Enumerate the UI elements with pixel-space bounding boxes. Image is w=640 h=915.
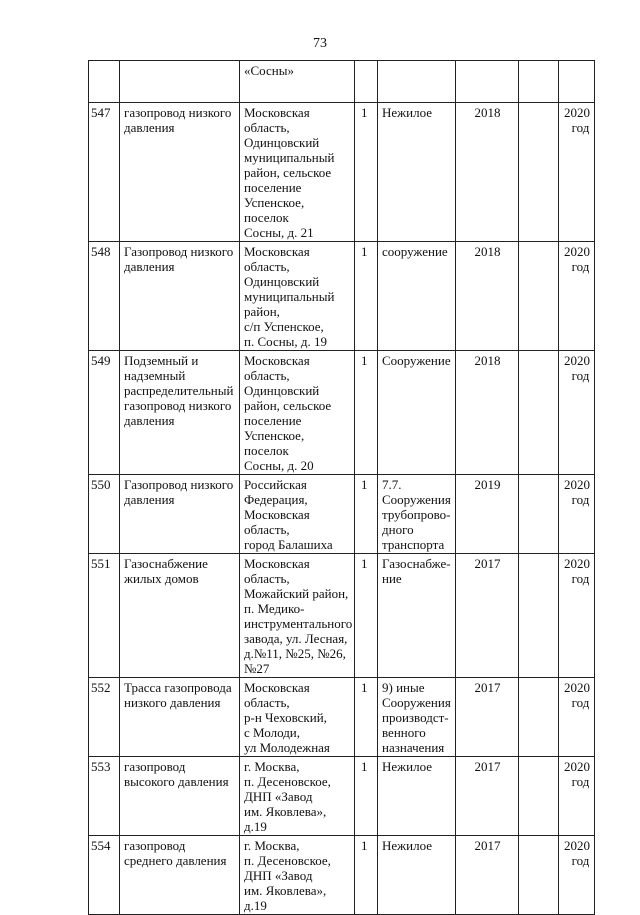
table-row: [89, 242, 595, 351]
table-row: [89, 554, 595, 678]
cell-type-text: Нежилое: [382, 759, 433, 774]
cell-num-text: 547: [91, 105, 111, 120]
deadline-year: 2020: [564, 353, 590, 368]
cell-num-text: 548: [91, 244, 111, 259]
cell-type: [378, 242, 456, 351]
cell-name-text: газопровод низкого давления: [124, 105, 232, 135]
cell-year-text: 2018: [474, 353, 501, 368]
cell-extra: [519, 757, 559, 836]
deadline-year: 2020: [564, 556, 590, 571]
cell-deadline: [559, 554, 595, 678]
cell-num-text: 552: [91, 680, 111, 695]
deadline-year: 2020: [564, 759, 590, 774]
cell-name-text: Газоснабжение жилых домов: [124, 556, 208, 586]
cell-name-text: Подземный и надземный распределительный газопровод низкого давления: [124, 353, 234, 428]
cell-num-text: 549: [91, 353, 111, 368]
deadline-unit: год: [571, 259, 590, 274]
cell-name: [120, 475, 240, 554]
cell-address: [240, 351, 355, 475]
cell-qty-text: 1: [361, 680, 368, 695]
cell-address-text: г. Москва, п. Десеновское, ДНП «Завод им. Яковлева», д.19: [244, 838, 331, 913]
cell-extra: [519, 351, 559, 475]
deadline-year: 2020: [564, 105, 590, 120]
cell-num: [89, 242, 120, 351]
cell-deadline: [559, 61, 595, 103]
table-row: [89, 475, 595, 554]
cell-name: [120, 678, 240, 757]
cell-address: [240, 475, 355, 554]
cell-num: [89, 757, 120, 836]
cell-year: [456, 351, 519, 475]
cell-address-text: г. Москва, п. Десеновское, ДНП «Завод им. Яковлева», д.19: [244, 759, 331, 834]
cell-address-text: Московская область, Можайский район, п. Медико- инструментального завода, ул. Лесная, д.№11, №25, №26, №27: [244, 556, 353, 676]
cell-name-text: Трасса газопровода низкого давления: [124, 680, 232, 710]
cell-num-text: 550: [91, 477, 111, 492]
cell-deadline: [559, 836, 595, 915]
cell-type: [378, 103, 456, 242]
cell-type-text: Газоснабже- ние: [382, 556, 451, 586]
cell-type-text: 7.7. Сооружения трубопрово- дного транспорта: [382, 477, 451, 552]
cell-name-text: газопровод высокого давления: [124, 759, 229, 789]
cell-deadline: [559, 351, 595, 475]
deadline-unit: год: [571, 695, 590, 710]
table-row: [89, 836, 595, 915]
cell-num: [89, 61, 120, 103]
table-row: [89, 678, 595, 757]
cell-qty-text: 1: [361, 477, 368, 492]
cell-qty-text: 1: [361, 244, 368, 259]
deadline-unit: год: [571, 571, 590, 586]
cell-address: [240, 678, 355, 757]
cell-address: [240, 836, 355, 915]
cell-type-text: сооружение: [382, 244, 448, 259]
cell-extra: [519, 678, 559, 757]
deadline-unit: год: [571, 492, 590, 507]
cell-year-text: 2019: [474, 477, 501, 492]
cell-year: [456, 475, 519, 554]
cell-extra: [519, 103, 559, 242]
cell-extra: [519, 61, 559, 103]
cell-deadline: [559, 475, 595, 554]
cell-type: [378, 61, 456, 103]
deadline-unit: год: [571, 774, 590, 789]
cell-type-text: Сооружение: [382, 353, 451, 368]
cell-type-text: Нежилое: [382, 838, 433, 853]
cell-name: [120, 61, 240, 103]
cell-year: [456, 61, 519, 103]
cell-num-text: 553: [91, 759, 111, 774]
cell-qty-text: 1: [361, 759, 368, 774]
cell-deadline: [559, 678, 595, 757]
cell-year: [456, 757, 519, 836]
page-number: 73: [313, 36, 327, 51]
cell-deadline: [559, 103, 595, 242]
cell-address-text: Российская Федерация, Московская область, город Балашиха: [244, 477, 333, 552]
cell-num: [89, 836, 120, 915]
cell-name: [120, 836, 240, 915]
deadline-unit: год: [571, 853, 590, 868]
cell-address-text: Московская область, Одинцовский муниципальный район, сельское поселение Успенское, поселок Сосны, д. 21: [244, 105, 335, 240]
cell-num: [89, 351, 120, 475]
cell-extra: [519, 836, 559, 915]
cell-deadline: [559, 757, 595, 836]
cell-qty: [355, 351, 378, 475]
cell-extra: [519, 475, 559, 554]
cell-deadline: [559, 242, 595, 351]
deadline-year: 2020: [564, 477, 590, 492]
cell-name-text: Газопровод низкого давления: [124, 244, 234, 274]
table-row: [89, 351, 595, 475]
cell-qty: [355, 678, 378, 757]
cell-address-text: Московская область, Одинцовский муниципальный район, с/п Успенское, п. Сосны, д. 19: [244, 244, 335, 349]
cell-name: [120, 242, 240, 351]
cell-qty-text: 1: [361, 838, 368, 853]
deadline-year: 2020: [564, 680, 590, 695]
cell-name: [120, 554, 240, 678]
cell-num: [89, 475, 120, 554]
table-row: [89, 757, 595, 836]
cell-num: [89, 554, 120, 678]
cell-type-text: 9) иные Сооружения производст- венного назначения: [382, 680, 451, 755]
cell-type: [378, 475, 456, 554]
deadline-year: 2020: [564, 838, 590, 853]
cell-qty-text: 1: [361, 556, 368, 571]
cell-qty: [355, 61, 378, 103]
cell-address: [240, 757, 355, 836]
cell-type: [378, 757, 456, 836]
cell-qty-text: 1: [361, 105, 368, 120]
cell-name: [120, 103, 240, 242]
cell-num: [89, 103, 120, 242]
cell-qty-text: 1: [361, 353, 368, 368]
cell-type: [378, 678, 456, 757]
cell-num-text: 554: [91, 838, 111, 853]
cell-address-text: Московская область, р-н Чеховский, с Молоди, ул Молодежная: [244, 680, 330, 755]
cell-qty: [355, 554, 378, 678]
cell-qty: [355, 475, 378, 554]
cell-year-text: 2018: [474, 105, 501, 120]
cell-type: [378, 554, 456, 678]
cell-year: [456, 103, 519, 242]
table-row: [89, 103, 595, 242]
cell-type-text: Нежилое: [382, 105, 433, 120]
cell-address: [240, 103, 355, 242]
cell-year: [456, 836, 519, 915]
cell-year-text: 2017: [474, 838, 501, 853]
cell-qty: [355, 757, 378, 836]
deadline-year: 2020: [564, 244, 590, 259]
cell-type: [378, 836, 456, 915]
cell-year: [456, 242, 519, 351]
cell-name-text: газопровод среднего давления: [124, 838, 227, 868]
deadline-unit: год: [571, 368, 590, 383]
cell-name-text: Газопровод низкого давления: [124, 477, 234, 507]
cell-extra: [519, 242, 559, 351]
cell-extra: [519, 554, 559, 678]
cell-name: [120, 757, 240, 836]
cell-year-text: 2017: [474, 556, 501, 571]
cell-name: [120, 351, 240, 475]
cell-year-text: 2018: [474, 244, 501, 259]
table-body: [89, 61, 595, 915]
cell-type: [378, 351, 456, 475]
cell-address-text: Московская область, Одинцовский район, сельское поселение Успенское, поселок Сосны, д. 20: [244, 353, 332, 473]
cell-num-text: 551: [91, 556, 111, 571]
cell-year-text: 2017: [474, 680, 501, 695]
cell-year: [456, 678, 519, 757]
cell-year-text: 2017: [474, 759, 501, 774]
cell-num: [89, 678, 120, 757]
cell-qty: [355, 836, 378, 915]
cell-address: [240, 554, 355, 678]
cell-address: [240, 242, 355, 351]
continuation-row: [89, 61, 595, 103]
cell-qty: [355, 103, 378, 242]
cell-qty: [355, 242, 378, 351]
deadline-unit: год: [571, 120, 590, 135]
register-table: [88, 60, 595, 915]
cell-year: [456, 554, 519, 678]
cell-address: «Сосны»: [240, 61, 355, 103]
